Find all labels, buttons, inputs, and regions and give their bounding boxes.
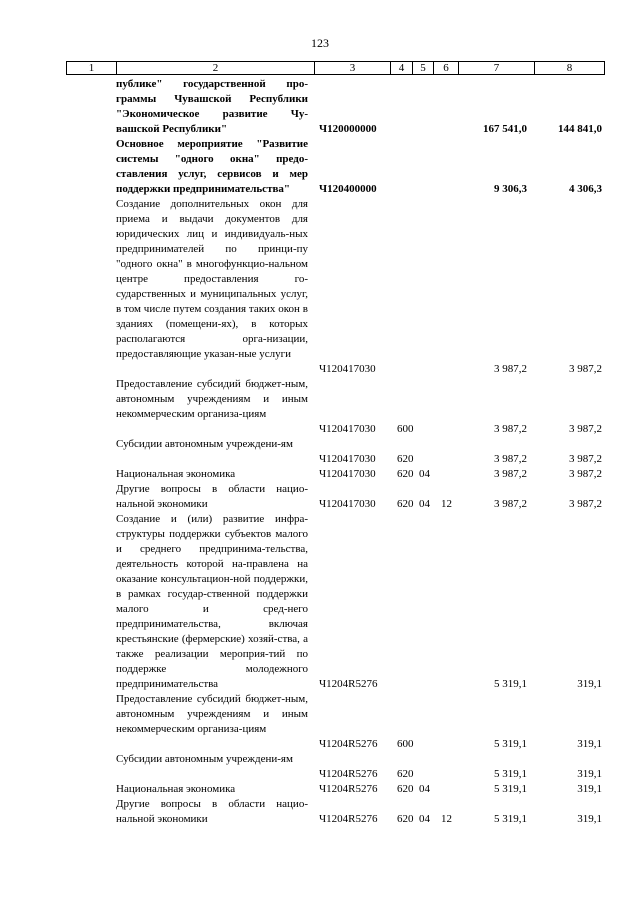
row-value-2020: 319,1 <box>577 813 602 825</box>
row-description: Создание и (или) развитие инфра-структуры поддержки субъектов малого и среднего предпринима-тельства, деятельность которой на-правлена на оказание консультацион-ной поддержки, в рамках государ-ственной поддержки малого и сред-него предпринимательства, включая крестьянские (фермерские) хозяй-ства, а также реализации мероприя-тий по поддержке молодежного предпринимательства <box>116 513 308 690</box>
row-value-2020: 3 987,2 <box>569 453 602 465</box>
row-code: Ч1204R5276 <box>319 783 378 795</box>
row-value-2020: 319,1 <box>577 783 602 795</box>
row-value-2020: 144 841,0 <box>558 123 602 135</box>
row-vr: 620 <box>397 783 414 795</box>
row-value-2019: 9 306,3 <box>494 183 527 195</box>
row-code: Ч120000000 <box>319 123 377 135</box>
row-vr: 600 <box>397 423 414 435</box>
row-description: Национальная экономика <box>116 783 236 795</box>
row-rz: 04 <box>419 783 430 795</box>
header-col-4: 4 <box>391 61 413 75</box>
row-value-2019: 3 987,2 <box>494 453 527 465</box>
row-vr: 620 <box>397 498 414 510</box>
row-description: Субсидии автономным учреждени-ям <box>116 438 293 450</box>
row-value-2019: 3 987,2 <box>494 498 527 510</box>
row-value-2019: 167 541,0 <box>483 123 527 135</box>
row-code: Ч120417030 <box>319 498 376 510</box>
row-value-2019: 5 319,1 <box>494 768 527 780</box>
row-value-2019: 3 987,2 <box>494 423 527 435</box>
row-code: Ч1204R5276 <box>319 813 378 825</box>
row-value-2020: 319,1 <box>577 768 602 780</box>
row-value-2020: 3 987,2 <box>569 363 602 375</box>
row-pr: 12 <box>441 498 452 510</box>
row-value-2019: 5 319,1 <box>494 678 527 690</box>
row-value-2020: 4 306,3 <box>569 183 602 195</box>
row-description: Национальная экономика <box>116 468 236 480</box>
row-value-2019: 5 319,1 <box>494 783 527 795</box>
row-rz: 04 <box>419 813 430 825</box>
row-vr: 600 <box>397 738 414 750</box>
header-col-2: 2 <box>117 61 315 75</box>
row-vr: 620 <box>397 768 414 780</box>
row-code: Ч120417030 <box>319 453 376 465</box>
row-value-2019: 3 987,2 <box>494 363 527 375</box>
row-vr: 620 <box>397 813 414 825</box>
row-code: Ч120417030 <box>319 423 376 435</box>
page-number: 123 <box>311 36 329 50</box>
row-value-2019: 5 319,1 <box>494 738 527 750</box>
row-value-2019: 5 319,1 <box>494 813 527 825</box>
row-value-2020: 319,1 <box>577 678 602 690</box>
row-description: Субсидии автономным учреждени-ям <box>116 753 293 765</box>
row-code: Ч120400000 <box>319 183 377 195</box>
header-col-6: 6 <box>434 61 459 75</box>
header-col-3: 3 <box>315 61 391 75</box>
row-code: Ч1204R5276 <box>319 678 378 690</box>
header-col-1: 1 <box>66 61 117 75</box>
header-col-8: 8 <box>535 61 605 75</box>
row-value-2019: 3 987,2 <box>494 468 527 480</box>
row-vr: 620 <box>397 468 414 480</box>
row-rz: 04 <box>419 468 430 480</box>
row-value-2020: 3 987,2 <box>569 468 602 480</box>
row-rz: 04 <box>419 498 430 510</box>
row-code: Ч120417030 <box>319 468 376 480</box>
header-col-5: 5 <box>413 61 434 75</box>
row-value-2020: 319,1 <box>577 738 602 750</box>
row-description: Другие вопросы в области нацио-нальной экономики <box>116 483 308 510</box>
row-code: Ч1204R5276 <box>319 768 378 780</box>
row-description: публике" государственной про-граммы Чувашской Республики "Экономическое развитие Чу-вашской Республики" <box>116 78 308 135</box>
row-description: Предоставление субсидий бюджет-ным, автономным учреждениям и иным некоммерческим организа-циям <box>116 378 308 420</box>
row-description: Создание дополнительных окон для приема и выдачи документов для юридических лиц и индивидуаль-ных предпринимателей по принци-пу "одного окна" в многофункцио-нальном центре предоставления го-сударственных и муниципальных услуг, в том числе путем создания таких окон в зданиях (помещени-ях), в которых располагаются орга-низации, предоставляющие указан-ные услуги <box>116 198 308 360</box>
row-description: Основное мероприятие "Развитие системы "одного окна" предо-ставления услуг, сервисов и мер поддержки предпринимательства" <box>116 138 308 195</box>
row-pr: 12 <box>441 813 452 825</box>
row-value-2020: 3 987,2 <box>569 498 602 510</box>
row-code: Ч1204R5276 <box>319 738 378 750</box>
row-description: Предоставление субсидий бюджет-ным, автономным учреждениям и иным некоммерческим организа-циям <box>116 693 308 735</box>
row-description: Другие вопросы в области нацио-нальной экономики <box>116 798 308 825</box>
row-code: Ч120417030 <box>319 363 376 375</box>
row-vr: 620 <box>397 453 414 465</box>
row-value-2020: 3 987,2 <box>569 423 602 435</box>
header-col-7: 7 <box>459 61 535 75</box>
